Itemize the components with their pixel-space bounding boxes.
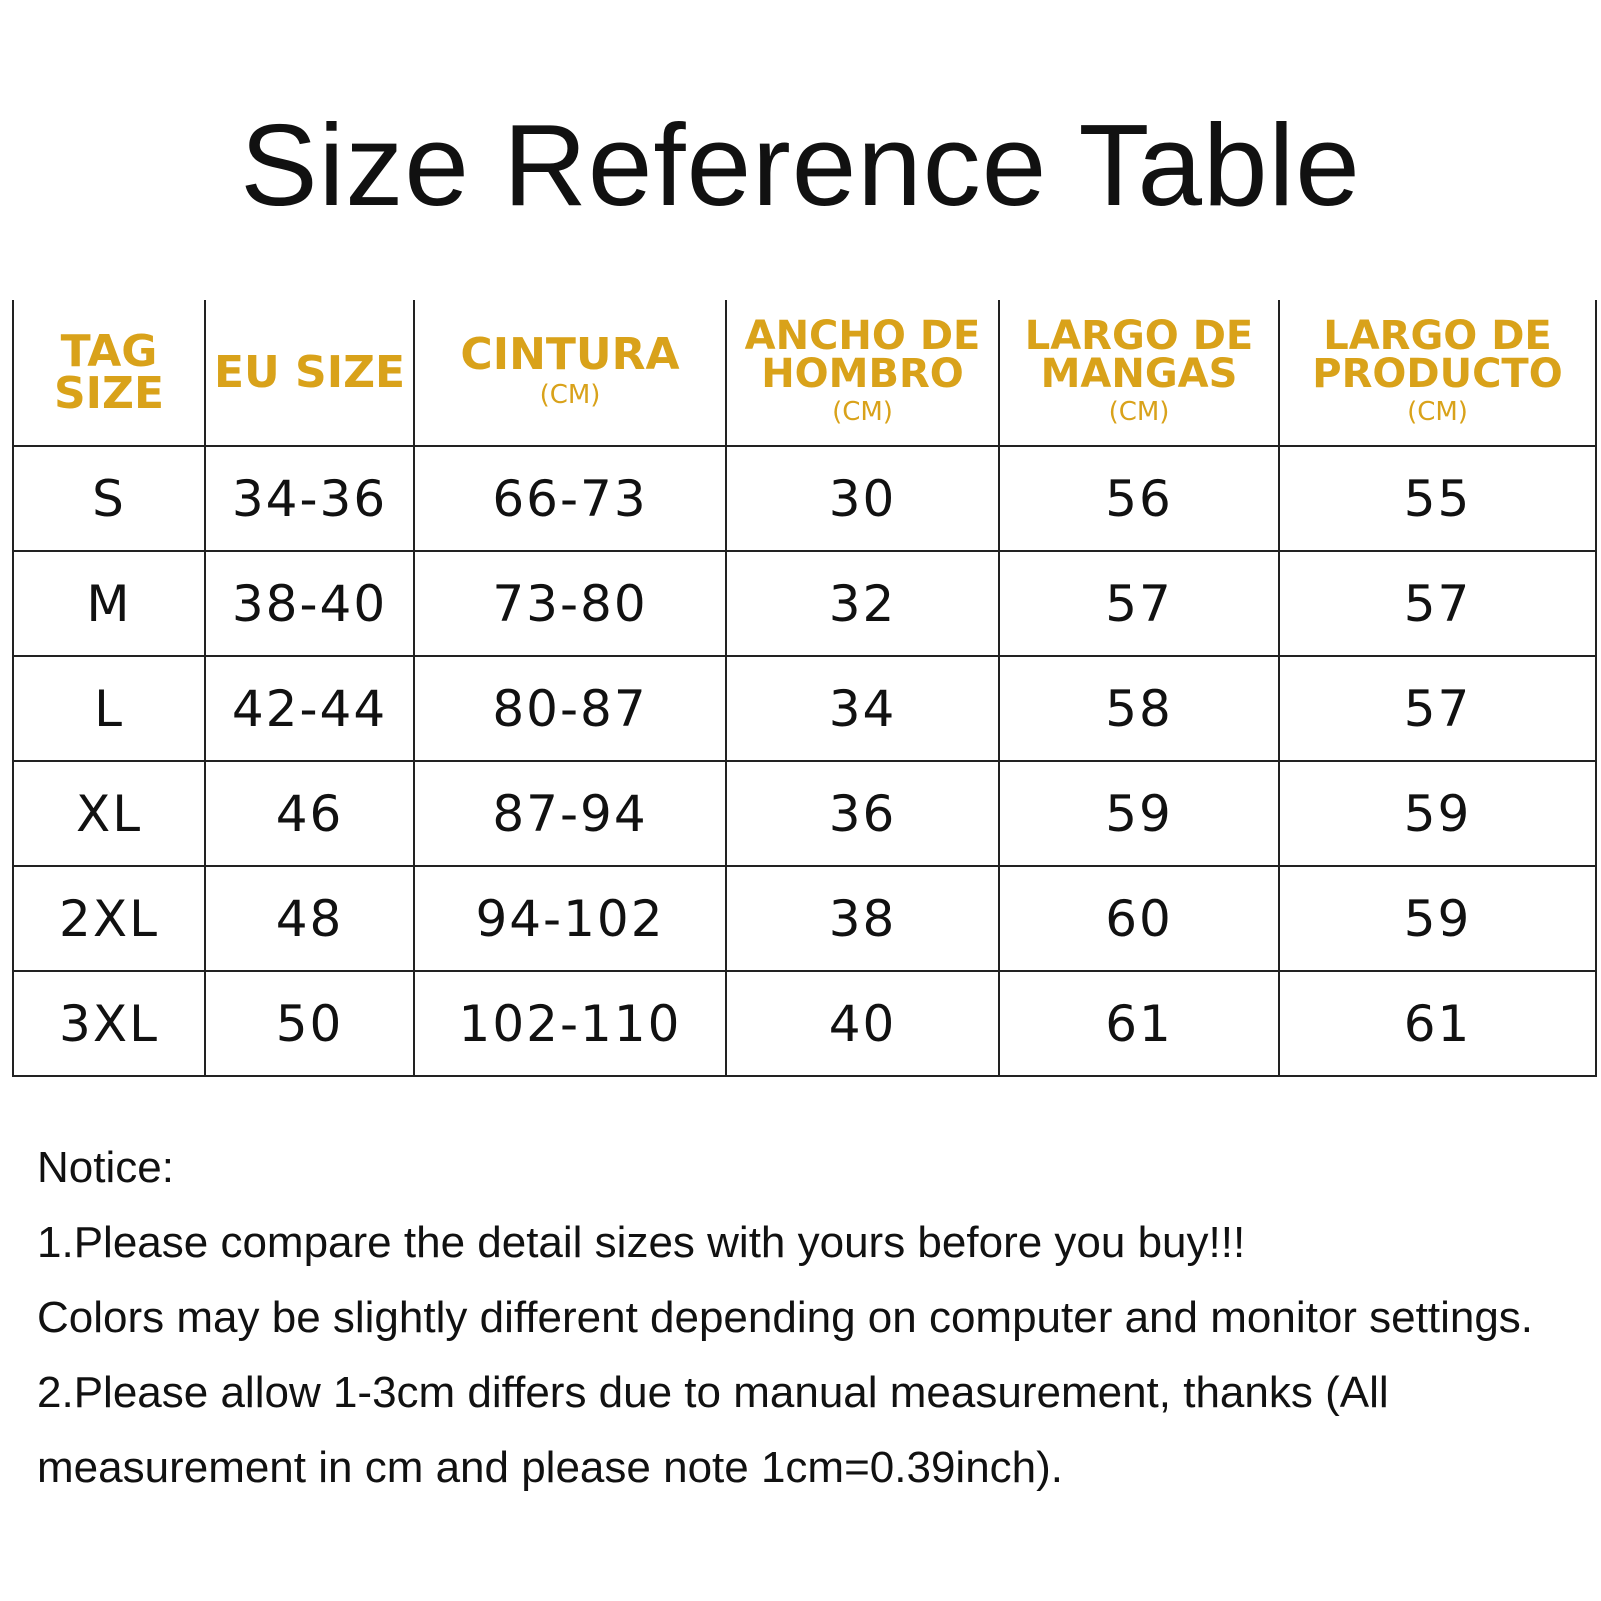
cell-largo-de-mangas: 59: [999, 761, 1279, 866]
cell-eu-size: 42-44: [205, 656, 414, 761]
header-largo-de-producto: [1279, 300, 1596, 446]
cell-tag-size: L: [13, 656, 205, 761]
header-largo-de-mangas: [999, 300, 1279, 446]
cell-eu-size: 34-36: [205, 446, 414, 551]
table-row: [13, 551, 1596, 656]
table-row: [13, 761, 1596, 866]
cell-ancho-de-hombro: 38: [726, 866, 999, 971]
header-eu-size: [205, 300, 414, 446]
table-row: [13, 446, 1596, 551]
table-row: [13, 656, 1596, 761]
cell-largo-de-mangas: 56: [999, 446, 1279, 551]
cell-ancho-de-hombro: 40: [726, 971, 999, 1076]
table-header-row: [13, 300, 1596, 446]
cell-tag-size: XL: [13, 761, 205, 866]
notice-line-2: Colors may be slightly different depending on computer and monitor settings.: [37, 1293, 1534, 1342]
size-table: [12, 300, 1597, 1077]
header-label: TAG SIZE: [53, 325, 165, 419]
page-title: Size Reference Table: [240, 100, 1361, 230]
cell-ancho-de-hombro: 34: [726, 656, 999, 761]
cell-ancho-de-hombro: 32: [726, 551, 999, 656]
header-unit: (CM): [1407, 396, 1468, 427]
cell-largo-de-mangas: 58: [999, 656, 1279, 761]
cell-largo-de-mangas: 60: [999, 866, 1279, 971]
cell-cintura: 66-73: [414, 446, 726, 551]
cell-cintura: 87-94: [414, 761, 726, 866]
header-cintura: [414, 300, 726, 446]
cell-cintura: 73-80: [414, 551, 726, 656]
cell-cintura: 94-102: [414, 866, 726, 971]
cell-eu-size: 48: [205, 866, 414, 971]
table-row: [13, 971, 1596, 1076]
header-unit: (CM): [1108, 396, 1170, 427]
cell-eu-size: 46: [205, 761, 414, 866]
cell-largo-de-producto: 61: [1279, 971, 1596, 1076]
notice-heading: Notice:: [37, 1143, 174, 1192]
cell-largo-de-mangas: 57: [999, 551, 1279, 656]
cell-largo-de-producto: 59: [1279, 761, 1596, 866]
cell-tag-size: S: [13, 446, 205, 551]
cell-largo-de-mangas: 61: [999, 971, 1279, 1076]
cell-largo-de-producto: 57: [1279, 551, 1596, 656]
notice-section: [37, 1130, 1597, 1505]
cell-tag-size: M: [13, 551, 205, 656]
header-label: CINTURA: [460, 328, 680, 380]
header-label: ANCHO DE HOMBRO: [744, 312, 981, 397]
header-label: EU SIZE: [213, 346, 406, 398]
cell-eu-size: 38-40: [205, 551, 414, 656]
cell-largo-de-producto: 59: [1279, 866, 1596, 971]
cell-largo-de-producto: 55: [1279, 446, 1596, 551]
header-unit: (CM): [539, 379, 601, 410]
header-label: LARGO DE MANGAS: [1024, 312, 1254, 397]
cell-cintura: 80-87: [414, 656, 726, 761]
notice-line-3: 2.Please allow 1-3cm differs due to manual measurement, thanks (All measurement in cm and please note 1cm=0.39inch).: [37, 1368, 1389, 1492]
cell-ancho-de-hombro: 36: [726, 761, 999, 866]
cell-largo-de-producto: 57: [1279, 656, 1596, 761]
cell-ancho-de-hombro: 30: [726, 446, 999, 551]
cell-cintura: 102-110: [414, 971, 726, 1076]
table-row: [13, 866, 1596, 971]
cell-eu-size: 50: [205, 971, 414, 1076]
header-unit: (CM): [832, 396, 893, 427]
cell-tag-size: 2XL: [13, 866, 205, 971]
header-label: LARGO DE PRODUCTO: [1312, 312, 1563, 397]
header-ancho-de-hombro: [726, 300, 999, 446]
notice-line-1: 1.Please compare the detail sizes with yours before you buy!!!: [37, 1218, 1246, 1267]
header-tag-size: [13, 300, 205, 446]
cell-tag-size: 3XL: [13, 971, 205, 1076]
